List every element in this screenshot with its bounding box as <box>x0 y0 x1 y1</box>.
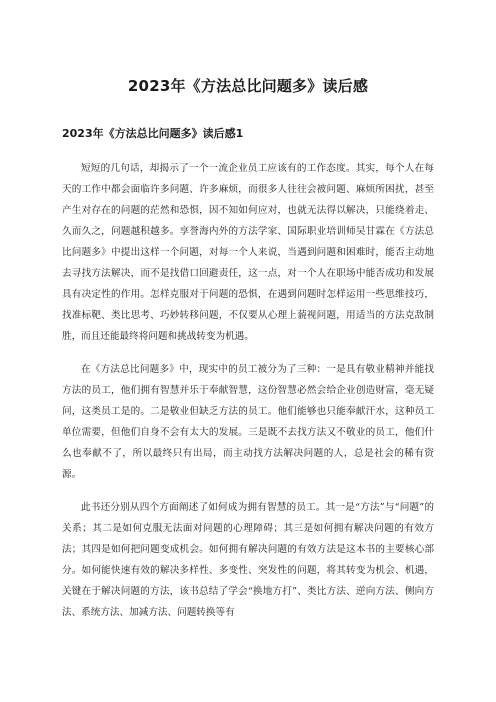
section-title: 2023年《方法总比问题多》读后感1 <box>62 127 244 140</box>
document-title: 2023年《方法总比问题多》读后感 <box>127 77 369 95</box>
paragraph-2: 在《方法总比问题多》中，现实中的员工被分为了三种：一是具有敬业精神并能找方法的员工，他们拥有智慧并乐于奉献智慧，这份智慧必然会给企业创造财富，毫无疑问，这类员工是的。二是敬业但缺乏方法的员工。他们能够也只能奉献汗水，这种员工单位需要，但他们自身不会有太大的发展。三是既不去找方法又不敬业的员工，他们什么也奉献不了，所以最终只有出局，而主动找方法解决问题的人，总是社会的稀有资源。 <box>62 364 434 480</box>
paragraph-1: 短短的几句话，却揭示了一个一流企业员工应该有的工作态度。其实，每个人在每天的工作中都会面临许多问题、许多麻烦，而很多人往往会被问题、麻烦所困扰，甚至产生对存在的问题的茫然和恐惧，因不知如何应对，也就无法得以解决，只能绕着走、久而久之，问题越积越多。享誉海内外的方法学家、国际职业培训师吴甘霖在《方法总比问题多》中提出这样一个问题，对每一个人来说，当遇到问题和困难时，能否主动地去寻找方法解决，而不是找借口回避责任，这一点，对一个人在职场中能否成功和发展具有决定性的作用。怎样克服对于问题的恐惧，在遇到问题时怎样运用一些思维技巧，找准标靶、类比思考、巧妙转移问题，不仅要从心理上藐视问题，用适当的方法克敌制胜，而且还能最终将问题和挑战转变为机遇。 <box>62 163 434 342</box>
paragraph-3: 此书还分别从四个方面阐述了如何成为拥有智慧的员工。其一是“方法”与“问题”的关系；其二是如何克服无法面对问题的心理障碍；其三是如何拥有解决问题的有效方法；其四是如何把问题变成机会。如何拥有解决问题的有效方法是这本书的主要核心部分。如何能快速有效的解决多样性、多变性、突发性的问题，将其转变为机会、机遇，关键在于解决问题的方法，该书总结了学会“换地方打”、类比方法、逆向方法、侧向方法、系统方法、加减方法、问题转换等有 <box>62 502 434 618</box>
